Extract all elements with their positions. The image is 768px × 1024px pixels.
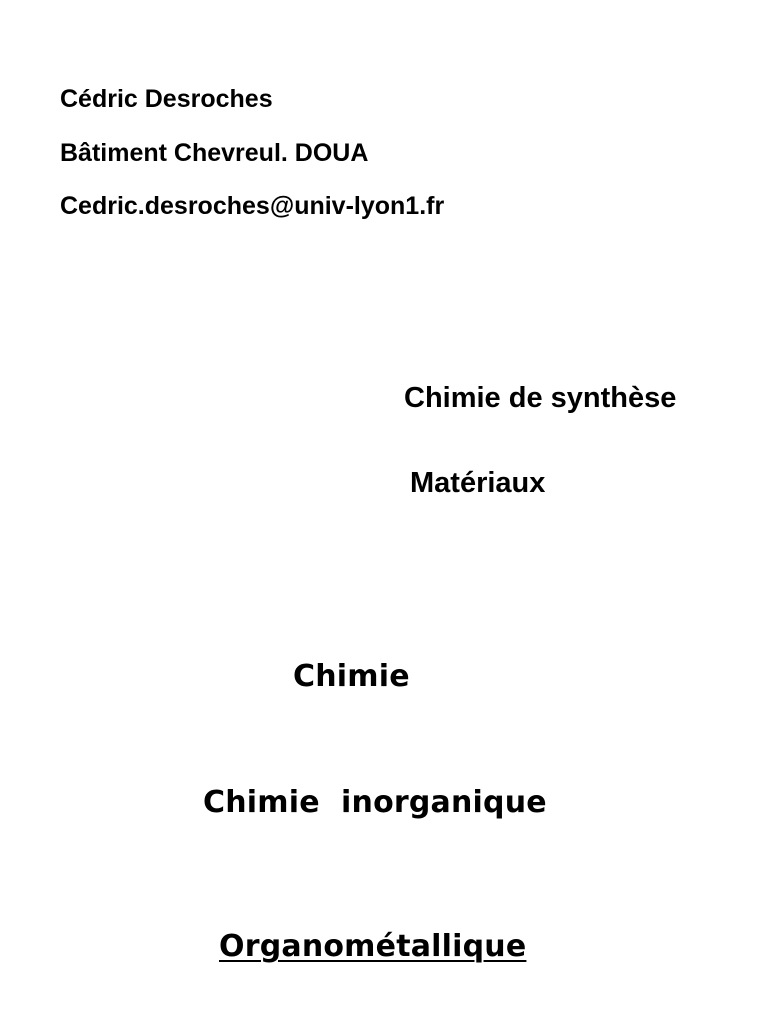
author-email: Cedric.desroches@univ-lyon1.fr (60, 192, 445, 220)
keyword-materials: Matériaux (410, 467, 546, 499)
keyword-synthesis: Chimie de synthèse (404, 382, 677, 414)
author-building: Bâtiment Chevreul. DOUA (60, 139, 369, 167)
topic-chemistry: Chimie (293, 659, 410, 694)
author-name: Cédric Desroches (60, 85, 273, 113)
topic-organometallic: Organométallique (219, 929, 527, 964)
topic-inorganic-chemistry: Chimie inorganique (203, 785, 547, 820)
